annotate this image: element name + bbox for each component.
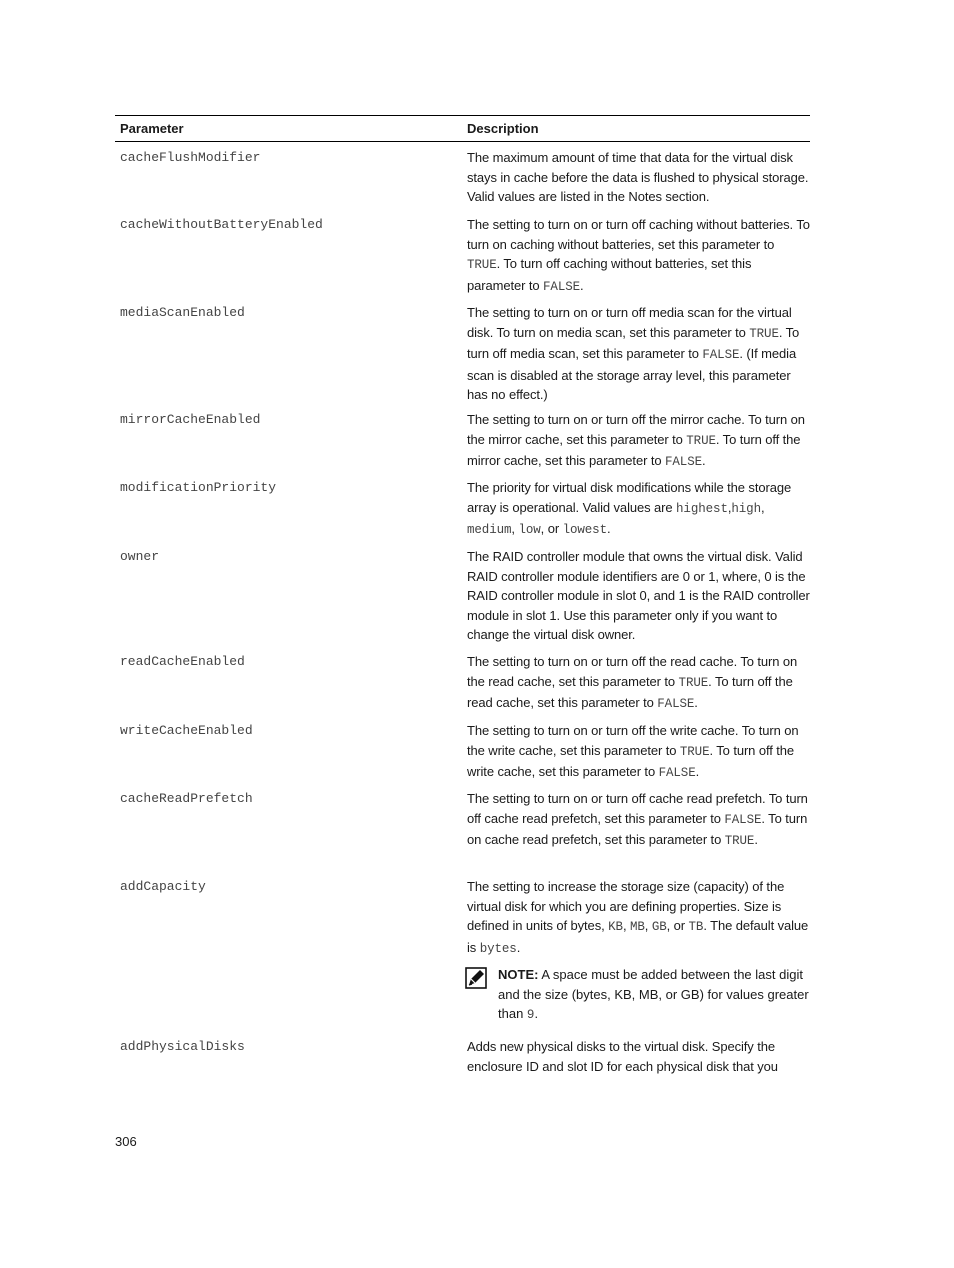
table-row xyxy=(115,721,810,784)
inline-code: TRUE xyxy=(467,258,497,273)
description-text: The setting to turn on or turn off the read cache. To turn on the read cache, set this parameter to xyxy=(467,654,798,689)
parameter-description xyxy=(462,1037,810,1076)
table-row xyxy=(115,215,810,297)
header-parameter: Parameter xyxy=(120,121,184,136)
inline-code: highest xyxy=(676,501,728,516)
inline-code: FALSE xyxy=(543,279,581,294)
description-text: The setting to turn on or turn off the write cache. To turn on the write cache, set this parameter to xyxy=(467,723,799,758)
description-text: The setting to turn on or turn off media scan for the virtual disk. To turn on media scan, set this parameter to xyxy=(467,305,792,340)
description-text: . xyxy=(516,939,521,955)
table-row xyxy=(115,303,810,405)
inline-code: GB xyxy=(651,920,667,935)
table-row xyxy=(115,148,810,207)
inline-code: medium xyxy=(467,523,512,538)
description-text: . To turn on cache read prefetch, set this parameter to xyxy=(467,810,808,848)
description-text: The setting to turn on or turn off cache read prefetch. To turn off cache read prefetch, set this parameter to xyxy=(467,791,808,826)
parameter-description xyxy=(462,410,810,473)
note-label: NOTE: xyxy=(498,967,539,982)
table-header xyxy=(115,115,810,142)
description-text: Adds new physical disks to the virtual disk. Specify the enclosure ID and slot ID for each physical disk that you xyxy=(467,1039,778,1074)
inline-code: TRUE xyxy=(724,834,755,849)
parameter-name: addCapacity xyxy=(120,879,206,894)
table-row xyxy=(115,789,810,852)
inline-code: KB xyxy=(608,920,623,935)
parameter-name: cacheFlushModifier xyxy=(120,150,261,165)
description-text: . To turn off media scan, set this parameter to xyxy=(467,324,800,362)
inline-code: TRUE xyxy=(679,744,710,759)
description-text: , xyxy=(644,918,652,934)
parameter-table xyxy=(115,115,810,1074)
inline-code: FALSE xyxy=(658,766,696,781)
parameter-name: writeCacheEnabled xyxy=(120,723,253,738)
table-row xyxy=(115,410,810,473)
parameter-description xyxy=(462,652,810,715)
description-text: . To turn off the read cache, set this parameter to xyxy=(467,673,793,711)
parameter-description xyxy=(462,721,810,784)
inline-code: lowest xyxy=(562,523,607,538)
description-text: . xyxy=(702,453,706,469)
description-text: The setting to turn on or turn off caching without batteries. To turn on caching without batteries, set this parameter to xyxy=(467,217,810,252)
parameter-description xyxy=(462,303,810,405)
description-text: The priority for virtual disk modifications while the storage array is operational. Valid values are xyxy=(467,480,792,515)
inline-code: FALSE xyxy=(724,812,762,827)
parameter-name: cacheWithoutBatteryEnabled xyxy=(120,217,323,232)
description-text: . xyxy=(534,1006,539,1022)
description-text: The maximum amount of time that data for the virtual disk stays in cache before the data is flushed to physical storage. Valid values are listed in the Notes section. xyxy=(467,150,809,205)
parameter-description xyxy=(462,215,810,297)
description-text: . (If media scan is disabled at the storage array level, this parameter has no effect.) xyxy=(467,346,797,403)
parameter-name: owner xyxy=(120,549,160,564)
inline-code: high xyxy=(731,501,761,516)
parameter-name: mirrorCacheEnabled xyxy=(120,412,261,427)
parameter-name: modificationPriority xyxy=(120,480,277,495)
description-text: . To turn off the write cache, set this parameter to xyxy=(467,742,795,780)
parameter-name: readCacheEnabled xyxy=(120,654,245,669)
inline-code: FALSE xyxy=(664,455,702,470)
parameter-name: cacheReadPrefetch xyxy=(120,791,253,806)
table-row xyxy=(115,547,810,645)
note-text xyxy=(498,965,810,1026)
inline-code: MB xyxy=(629,920,645,935)
parameter-description xyxy=(462,877,810,959)
description-text: , or xyxy=(666,918,689,934)
description-text: , xyxy=(760,499,765,515)
page-number: 306 xyxy=(115,1134,137,1149)
parameter-name: mediaScanEnabled xyxy=(120,305,245,320)
inline-code: bytes xyxy=(479,941,517,956)
description-text: , xyxy=(727,499,732,515)
parameter-description xyxy=(462,547,810,645)
description-text: , or xyxy=(540,521,563,537)
inline-code: TRUE xyxy=(678,675,709,690)
description-text: . xyxy=(754,832,758,848)
table-row xyxy=(115,478,810,541)
description-text: The setting to increase the storage size (capacity) of the virtual disk for which you are defining properties. Size is defined in units of bytes, xyxy=(467,879,785,934)
table-row xyxy=(115,1037,810,1076)
description-text: , xyxy=(622,918,630,934)
inline-code: FALSE xyxy=(657,697,695,712)
table-row xyxy=(115,877,810,959)
inline-code: low xyxy=(518,523,541,538)
inline-code: 9 xyxy=(526,1008,535,1023)
description-text: The RAID controller module that owns the virtual disk. Valid RAID controller module identifiers are 0 or 1, where, 0 is the RAID controller module in slot 0, and 1 is the RAID controller module in slot 1. Use this parameter only if you want to change the virtual disk owner. xyxy=(467,549,810,643)
description-text: . xyxy=(580,277,584,293)
header-description: Description xyxy=(467,121,539,136)
parameter-description xyxy=(462,789,810,852)
inline-code: TB xyxy=(688,920,704,935)
description-text: . To turn off the mirror cache, set this parameter to xyxy=(467,431,801,469)
note-block xyxy=(462,965,810,1026)
parameter-description xyxy=(462,478,810,541)
description-text: . xyxy=(695,764,700,780)
description-text: . xyxy=(694,695,698,711)
pencil-note-icon xyxy=(462,965,498,1026)
parameter-description xyxy=(462,148,810,207)
inline-code: TRUE xyxy=(749,326,779,341)
description-text: A space must be added between the last digit and the size (bytes, KB, MB, or GB) for values greater than xyxy=(498,967,809,1022)
description-text: The setting to turn on or turn off the mirror cache. To turn on the mirror cache, set this parameter to xyxy=(467,412,805,447)
inline-code: FALSE xyxy=(702,348,740,363)
table-row xyxy=(115,652,810,715)
description-text: . The default value is xyxy=(467,918,809,955)
description-text: . xyxy=(607,521,611,537)
inline-code: TRUE xyxy=(686,433,716,448)
description-text: , xyxy=(511,521,519,537)
description-text: . To turn off caching without batteries, set this parameter to xyxy=(467,256,752,293)
parameter-name: addPhysicalDisks xyxy=(120,1039,245,1054)
